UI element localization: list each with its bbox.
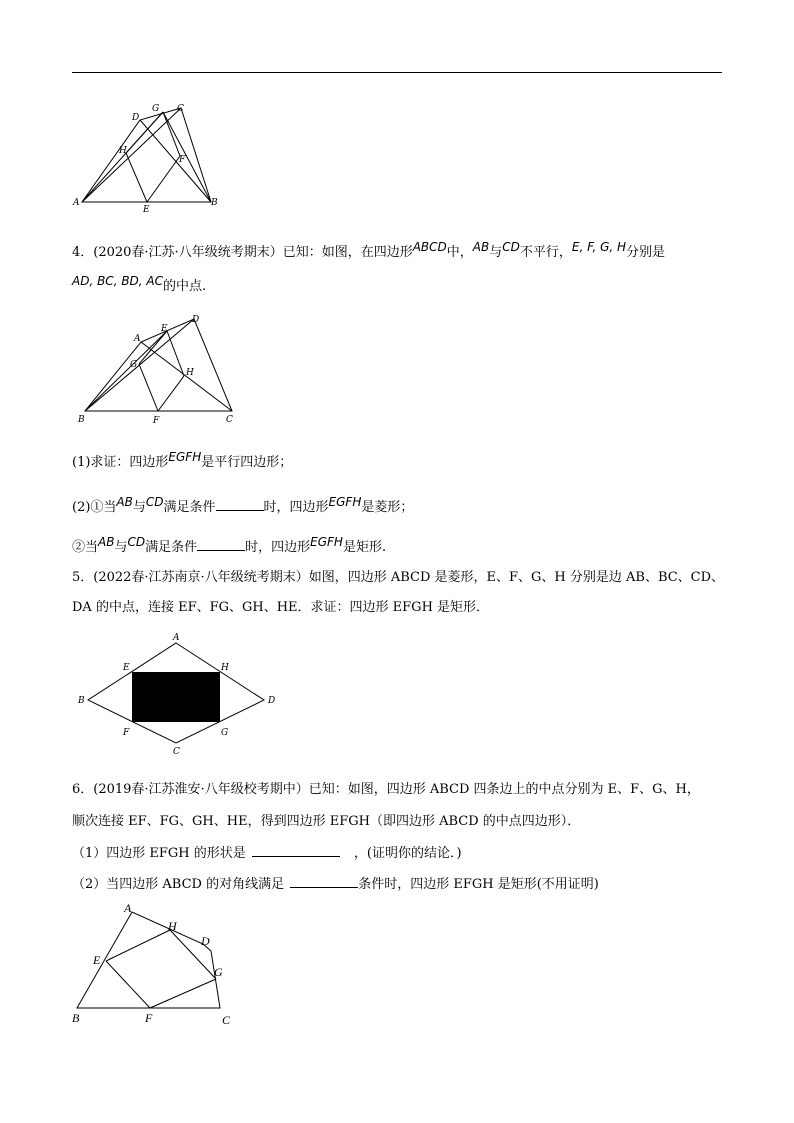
label-F: F (145, 1011, 153, 1025)
label-F: F (153, 416, 160, 426)
label-A: A (134, 334, 141, 344)
figure-q5 (72, 630, 287, 755)
answer-blank[interactable] (216, 498, 264, 511)
q6-stem-line2: 顺次连接 EF、FG、GH、HE，得到四边形 EFGH（即四边形 ABCD 的中点四边形）． (72, 814, 581, 829)
label-G: G (152, 104, 160, 114)
q4-stem-line1: 4．(2020春·江苏·八年级统考期末）已知：如图，在四边形ABCD中，AB与CD不平行，E, F, G, H分别是 (72, 240, 666, 260)
label-B: B (78, 415, 85, 425)
figure-1 (70, 98, 230, 213)
label-A: A (124, 901, 132, 915)
label-D: D (192, 315, 200, 325)
label-H: H (221, 663, 229, 673)
label-E: E (161, 324, 168, 334)
label-B: B (211, 198, 218, 208)
label-B: B (72, 1011, 80, 1025)
label-D: D (268, 696, 276, 706)
label-E: E (93, 953, 101, 967)
q4-part1: (1)求证：四边形EGFH是平行四边形； (72, 450, 293, 470)
header-rule (72, 72, 722, 73)
q5-stem-line1: 5．(2022春·江苏南京·八年级统考期末）如图，四边形 ABCD 是菱形，E、F、G、H 分别是边 AB、BC、CD、 (72, 570, 725, 585)
label-A: A (173, 633, 180, 643)
label-G: G (214, 965, 223, 979)
label-G: G (130, 360, 138, 370)
label-E: E (143, 205, 150, 213)
label-H: H (119, 146, 127, 156)
label-C: C (222, 1013, 231, 1027)
q6-part2: （2）当四边形 ABCD 的对角线满足 条件时，四边形 EFGH 是矩形(不用证明) (72, 877, 599, 892)
label-G: G (221, 728, 229, 738)
label-F: F (179, 155, 186, 165)
q4-stem-line2: AD, BC, BD, AC的中点. (72, 274, 207, 294)
answer-blank[interactable] (197, 538, 245, 551)
label-H: H (186, 368, 194, 378)
q5-stem-line2: DA 的中点，连接 EF、FG、GH、HE．求证：四边形 EFGH 是矩形． (72, 600, 490, 615)
label-H: H (168, 919, 177, 933)
answer-blank[interactable] (252, 844, 340, 857)
label-C: C (177, 104, 184, 114)
q6-stem-line1: 6．(2019春·江苏淮安·八年级校考期中）已知：如图，四边形 ABCD 四条边上的中点分别为 E、F、G、H， (72, 782, 700, 797)
label-D: D (201, 934, 210, 948)
label-C: C (173, 747, 180, 755)
figure-q4 (72, 312, 247, 432)
q6-part1: （1）四边形 EFGH 的形状是 ，(证明你的结论．) (72, 846, 462, 861)
label-F: F (123, 728, 130, 738)
label-E: E (123, 663, 130, 673)
q4-part2: (2)①当AB与CD满足条件 时，四边形EGFH是菱形； (72, 495, 414, 515)
q4-part3: ②当AB与CD满足条件 时，四边形EGFH是矩形. (72, 535, 387, 555)
label-C: C (226, 415, 233, 425)
label-A: A (73, 198, 80, 208)
label-B: B (78, 696, 85, 706)
label-D: D (132, 113, 140, 123)
figure-q6 (70, 900, 245, 1028)
answer-blank[interactable] (290, 875, 358, 888)
